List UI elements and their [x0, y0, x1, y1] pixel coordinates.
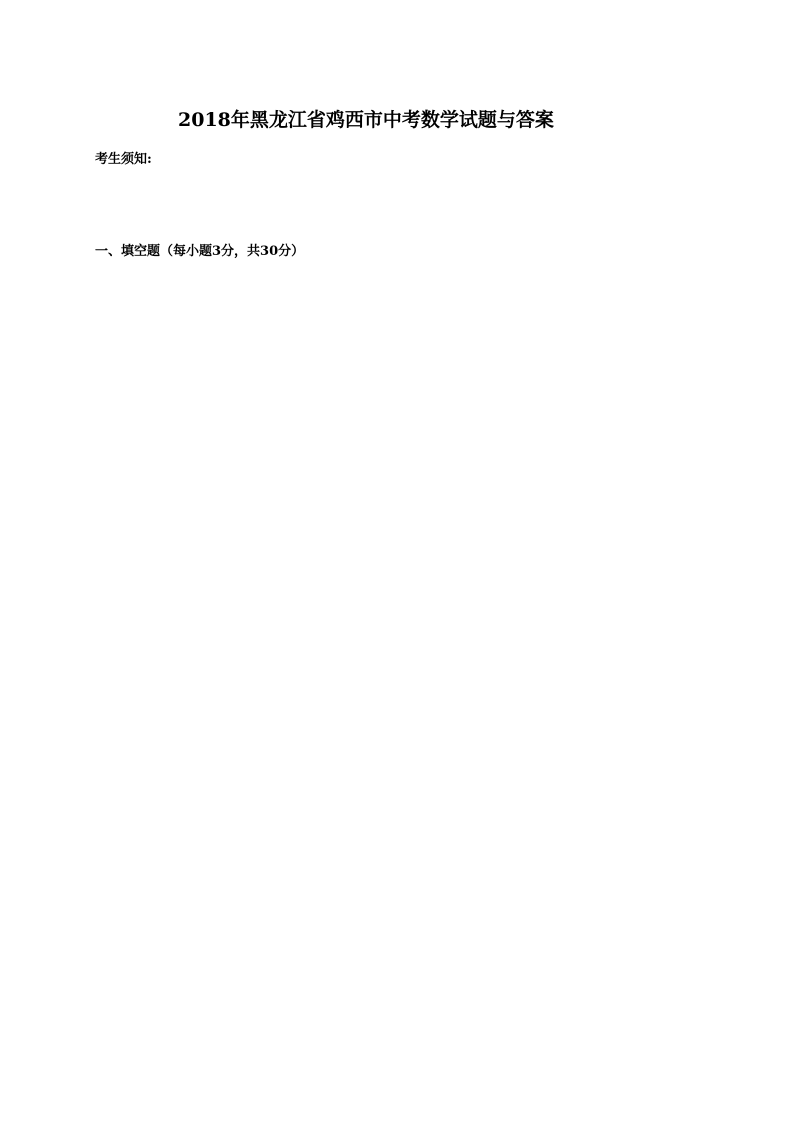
title: 2018年黑龙江省鸡西市中考数学试题与答案	[178, 109, 554, 131]
notice: 考生须知:	[95, 152, 152, 167]
section: 一、填空题（每小题3分，共30分）	[95, 244, 305, 259]
